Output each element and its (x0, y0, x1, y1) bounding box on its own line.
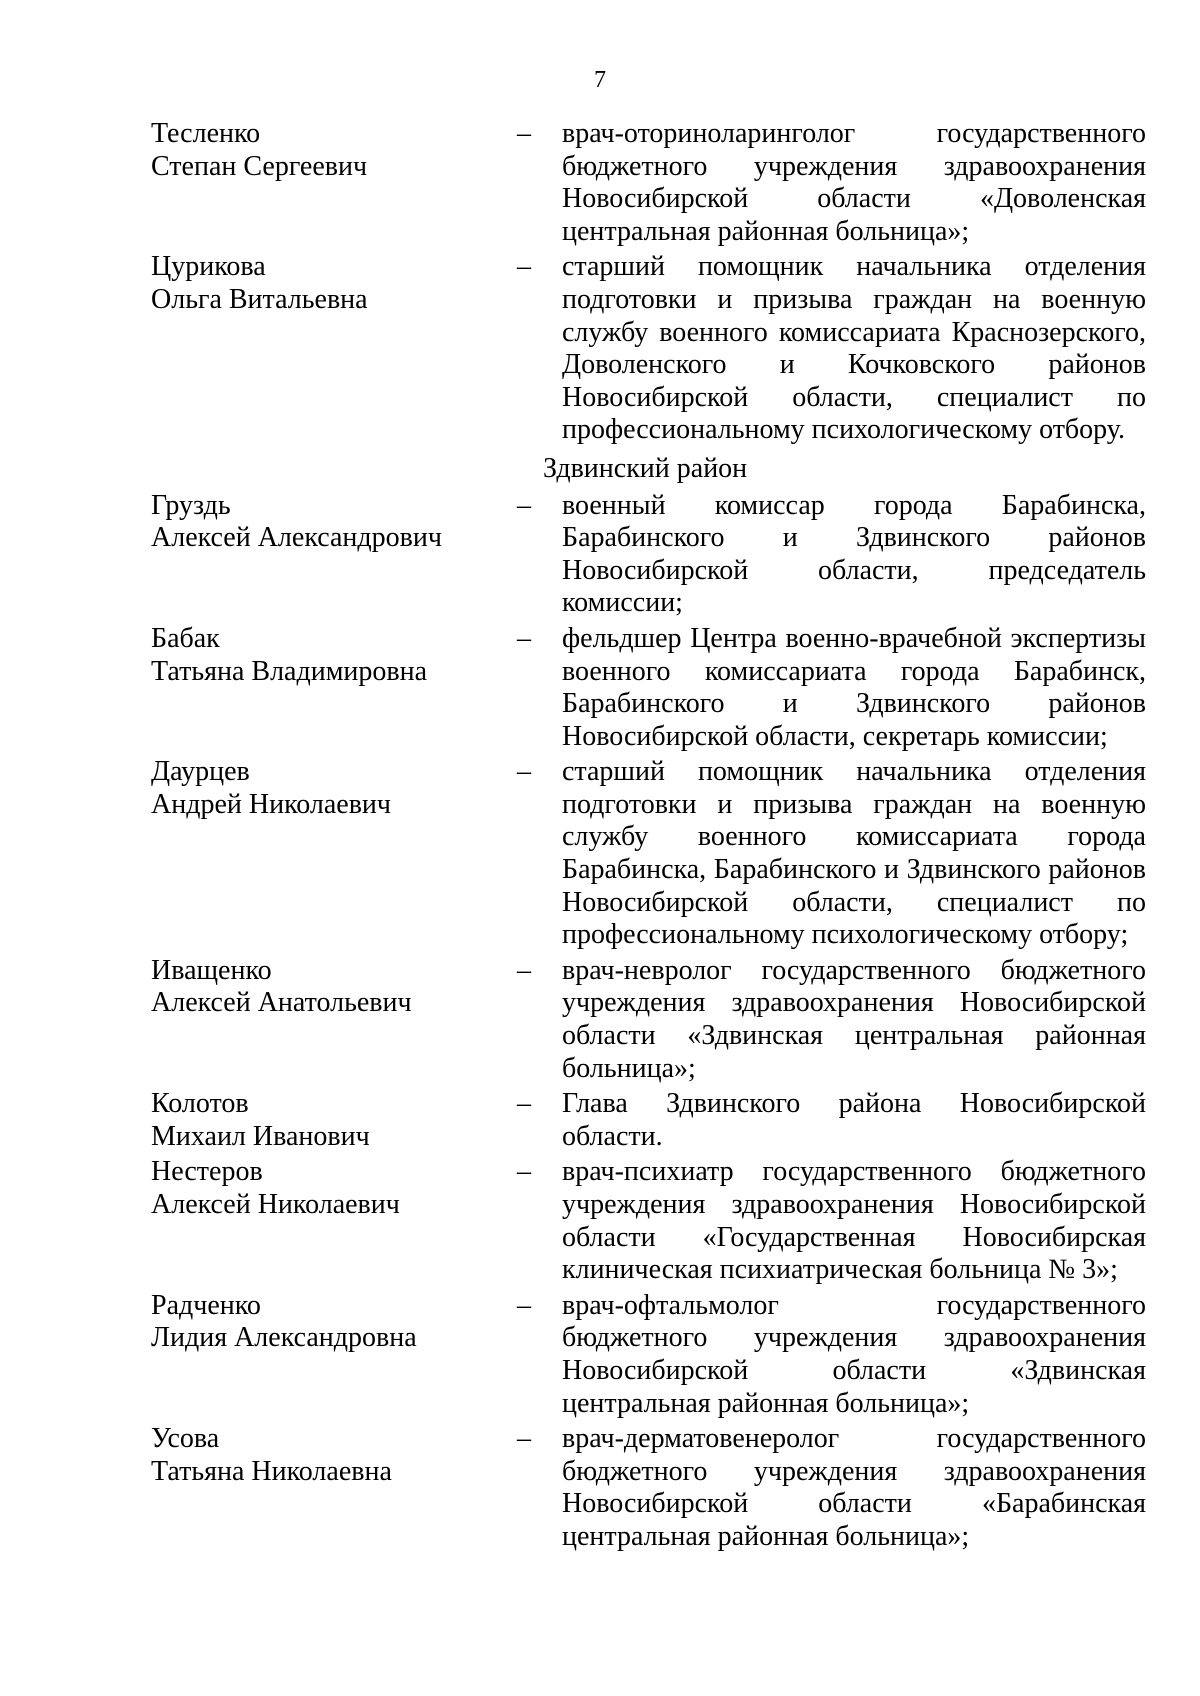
member-entry (151, 490, 1146, 620)
member-surname: Тесленко (151, 118, 261, 149)
member-given-names: Татьяна Николаевна (151, 1455, 392, 1487)
member-name (151, 1290, 517, 1355)
member-position: врач-психиатр государственного бюджетного учреждения здравоохранения Новосибирской области «Государственная Новосибирская клиническая психиатрическая больница № 3»; (562, 1156, 1146, 1286)
member-position: врач-офтальмолог государственного бюджетного учреждения здравоохранения Новосибирской области «Здвинская центральная районная больница»; (562, 1289, 1146, 1419)
member-given-names: Лидия Александровна (151, 1322, 417, 1354)
member-entry (151, 955, 1146, 1085)
member-given-names: Татьяна Владимировна (151, 655, 428, 687)
member-surname: Нестеров (151, 1156, 263, 1188)
dash-separator: – (517, 1289, 531, 1321)
member-position: врач-невролог государственного бюджетного учреждения здравоохранения Новосибирской области «Здвинская центральная районная больница»; (562, 954, 1146, 1084)
member-given-names: Степан Сергеевич (151, 150, 368, 182)
member-name (151, 490, 517, 555)
member-name (151, 1423, 517, 1488)
member-surname: Бабак (151, 622, 220, 654)
member-name (151, 756, 517, 821)
member-surname: Даурцев (151, 756, 250, 788)
member-position: фельдшер Центра военно-врачебной экспертизы военного комиссариата города Барабинск, Барабинского и Здвинского районов Новосибирской области, секретарь комиссии; (562, 622, 1146, 752)
entries-before-section (151, 118, 1146, 447)
member-surname: Цурикова (151, 251, 266, 283)
member-entry (151, 623, 1146, 753)
member-surname: Колотов (151, 1088, 249, 1120)
member-surname: Радченко (151, 1289, 261, 1321)
member-entry (151, 1290, 1146, 1420)
member-entry (151, 118, 1146, 248)
dash-separator: – (517, 1423, 531, 1455)
commission-list (151, 118, 1146, 1554)
dash-separator: – (517, 756, 531, 788)
member-position: врач-дерматовенеролог государственного бюджетного учреждения здравоохранения Новосибирской области «Барабинская центральная районная больница»; (562, 1423, 1146, 1552)
dash-separator: – (517, 1088, 531, 1120)
member-surname: Груздь (151, 489, 231, 521)
dash-separator: – (517, 622, 531, 654)
member-position: военный комиссар города Барабинска, Барабинского и Здвинского районов Новосибирской области, председатель комиссии; (562, 489, 1146, 619)
member-position: старший помощник начальника отделения подготовки и призыва граждан на военную службу военного комиссариата города Барабинска, Барабинского и Здвинского районов Новосибирской области, специалист по профессиональному психологическому отбору; (562, 756, 1146, 951)
page-number: 7 (594, 67, 606, 93)
member-entry (151, 251, 1146, 447)
member-position: врач-оториноларинголог государственного бюджетного учреждения здравоохранения Новосибирской области «Доволенская центральная районная больница»; (562, 118, 1146, 247)
dash-separator: – (517, 1156, 531, 1188)
member-surname: Усова (151, 1423, 220, 1455)
member-entry (151, 1423, 1146, 1553)
member-given-names: Ольга Витальевна (151, 283, 368, 315)
member-given-names: Алексей Анатольевич (151, 987, 412, 1019)
member-entry (151, 1088, 1146, 1153)
member-surname: Иващенко (151, 954, 272, 986)
member-given-names: Алексей Николаевич (151, 1189, 400, 1220)
member-entry (151, 756, 1146, 952)
dash-separator: – (517, 251, 531, 283)
member-name (151, 118, 517, 183)
dash-separator: – (517, 954, 531, 986)
dash-separator: – (517, 118, 531, 149)
dash-separator: – (517, 489, 531, 521)
member-name (151, 1156, 517, 1221)
member-position: старший помощник начальника отделения подготовки и призыва граждан на военную службу военного комиссариата Краснозерского, Доволенского и Кочковского районов Новосибирской области, специалист по профессиональному психологическому отбору. (562, 251, 1146, 446)
member-name (151, 955, 517, 1020)
member-given-names: Андрей Николаевич (151, 788, 391, 820)
member-entry (151, 1156, 1146, 1286)
member-given-names: Михаил Иванович (151, 1120, 370, 1152)
member-name (151, 623, 517, 688)
entries-zdvinsky-section (151, 490, 1146, 1554)
member-position: Глава Здвинского района Новосибирской области. (562, 1088, 1146, 1152)
section-title: Здвинский район (543, 452, 748, 484)
member-name (151, 251, 517, 316)
member-given-names: Алексей Александрович (151, 522, 442, 554)
member-name (151, 1088, 517, 1153)
